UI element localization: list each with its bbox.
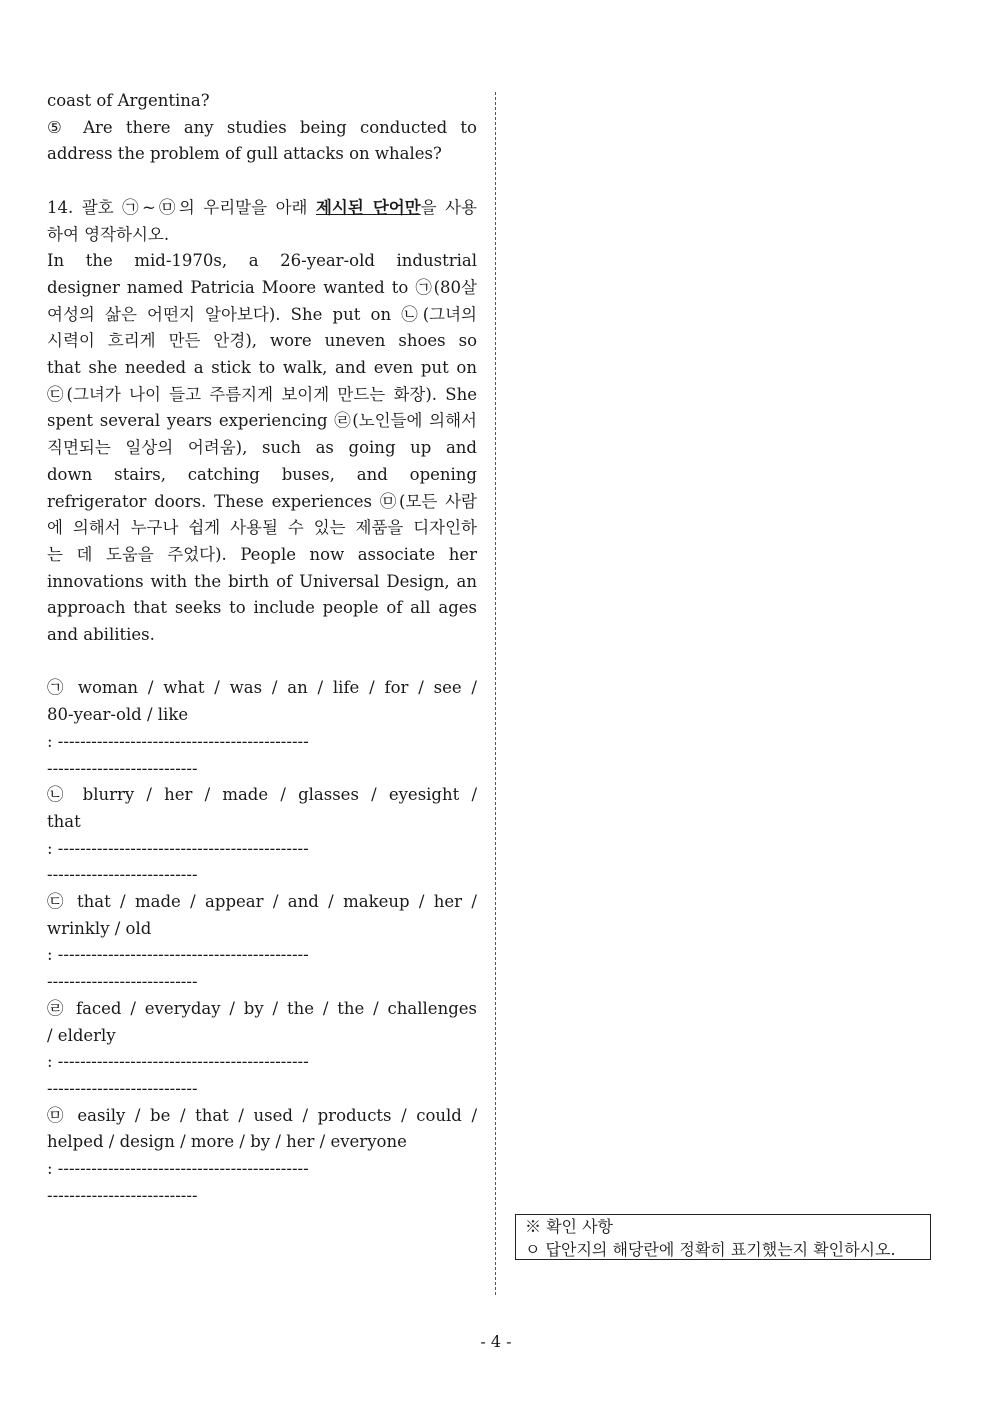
passage-line: In the mid-1970s, a 26-year-old industrial bbox=[47, 251, 477, 271]
passage-line: refrigerator doors. These experiences ㉤(모든 사람 bbox=[47, 491, 477, 511]
passage-last-line: and abilities. bbox=[47, 625, 155, 645]
passage-line: 에 의해서 누구나 쉽게 사용될 수 있는 제품을 디자인하 bbox=[47, 518, 477, 538]
answer-blank[interactable]: : --------------------------------------------- bbox=[47, 1052, 309, 1072]
passage-line: 시력이 흐리게 만든 안경), wore uneven shoes so bbox=[47, 331, 477, 351]
item-c bbox=[47, 889, 477, 996]
item-words-line-2: that bbox=[47, 811, 81, 831]
passage-line: 는 데 도움을 주었다). People now associate her bbox=[47, 544, 477, 564]
passage bbox=[47, 248, 477, 649]
passage-line: 여성의 삶은 어떤지 알아보다). She put on ㉡(그녀의 bbox=[47, 304, 477, 324]
item-words-line-2: 80-year-old / like bbox=[47, 705, 189, 725]
prev-option-5-line-2: address the problem of gull attacks on whales? bbox=[47, 144, 442, 164]
item-d bbox=[47, 996, 477, 1103]
item-a bbox=[47, 675, 477, 782]
passage-line: ㉢(그녀가 나이 들고 주름지게 보이게 만드는 화장). She bbox=[47, 384, 477, 404]
item-b bbox=[47, 782, 477, 889]
left-column bbox=[47, 88, 477, 1210]
prompt-pre: 14. 괄호 ㉠~㉤의 우리말을 아래 bbox=[47, 197, 316, 217]
page-number: - 4 - bbox=[480, 1332, 512, 1351]
passage-line: spent several years experiencing ㉣(노인들에 의해서 bbox=[47, 411, 477, 431]
item-words-line-1: ㉣ faced / everyday / by / the / the / challenges bbox=[47, 998, 477, 1018]
passage-line: that she needed a stick to walk, and even put on bbox=[47, 358, 477, 378]
passage-line: 직면되는 일상의 어려움), such as going up and bbox=[47, 438, 477, 458]
answer-blank-continued[interactable]: --------------------------- bbox=[47, 758, 198, 778]
item-words-line-2: wrinkly / old bbox=[47, 918, 152, 938]
passage-line: designer named Patricia Moore wanted to ㉠(80살 bbox=[47, 277, 477, 297]
confirm-item: ㅇ 답안지의 해당란에 정확히 표기했는지 확인하시오. bbox=[525, 1240, 896, 1259]
item-words-line-1: ㉠ woman / what / was / an / life / for / see / bbox=[47, 678, 477, 698]
prompt-emphasis: 제시된 단어만 bbox=[315, 197, 421, 217]
item-words-line-1: ㉤ easily / be / that / used / products / could / bbox=[47, 1105, 477, 1125]
answer-blank[interactable]: : --------------------------------------------- bbox=[47, 731, 309, 751]
passage-line: innovations with the birth of Universal Design, an bbox=[47, 571, 477, 591]
prev-option-5-line-1: ⑤ Are there any studies being conducted to bbox=[47, 117, 477, 137]
item-words-line-1: ㉢ that / made / appear / and / makeup / her / bbox=[47, 892, 477, 912]
item-words-line-2: / elderly bbox=[47, 1025, 116, 1045]
column-divider bbox=[495, 92, 496, 1295]
answer-blank-continued[interactable]: --------------------------- bbox=[47, 865, 198, 885]
answer-blank[interactable]: : --------------------------------------------- bbox=[47, 1159, 309, 1179]
confirm-title: ※ 확인 사항 bbox=[525, 1217, 613, 1236]
passage-line: approach that seeks to include people of all ages bbox=[47, 598, 477, 618]
answer-blank[interactable]: : --------------------------------------------- bbox=[47, 838, 309, 858]
item-words-line-2: helped / design / more / by / her / everyone bbox=[47, 1132, 407, 1152]
confirm-box bbox=[515, 1214, 931, 1260]
answer-blank[interactable]: : --------------------------------------------- bbox=[47, 945, 309, 965]
item-e bbox=[47, 1103, 477, 1210]
question-14-prompt-line-2: 하여 영작하시오. bbox=[47, 224, 170, 244]
prev-question-text: coast of Argentina? bbox=[47, 91, 210, 110]
answer-blank-continued[interactable]: --------------------------- bbox=[47, 972, 198, 992]
answer-blank-continued[interactable]: --------------------------- bbox=[47, 1078, 198, 1098]
item-words-line-1: ㉡ blurry / her / made / glasses / eyesight / bbox=[47, 785, 477, 805]
question-14-prompt bbox=[47, 195, 477, 222]
prompt-post: 을 사용 bbox=[420, 197, 477, 217]
answer-blank-continued[interactable]: --------------------------- bbox=[47, 1185, 198, 1205]
passage-line: down stairs, catching buses, and opening bbox=[47, 464, 477, 484]
